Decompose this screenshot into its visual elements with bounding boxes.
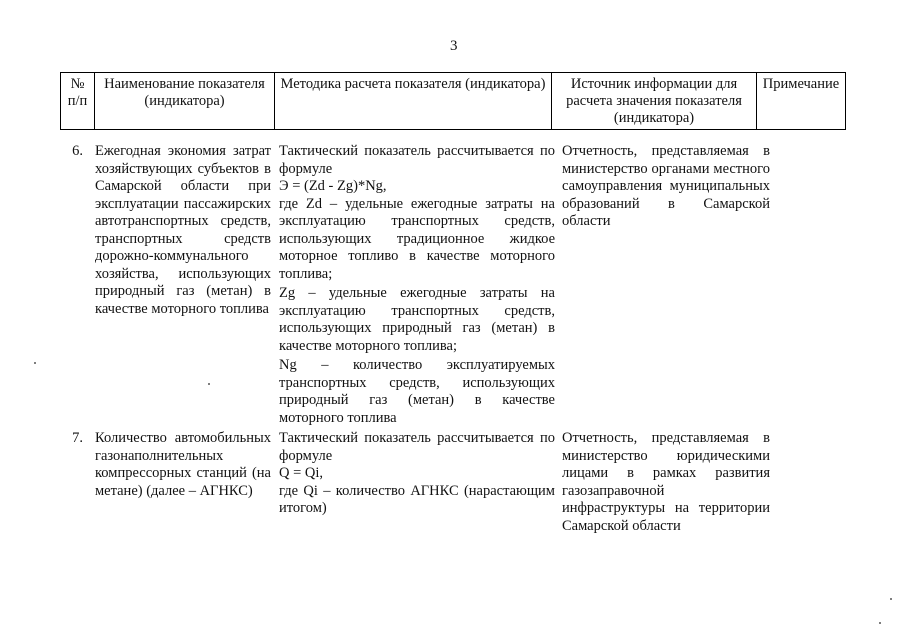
formula: Э = (Zd - Zg)*Ng, (279, 178, 387, 194)
source-info: Отчетность, представляемая в министерство органами местного самоуправления муниципальных образований в Самарской области (562, 143, 770, 229)
page-number: 3 (450, 38, 458, 54)
row-number: 6. (72, 143, 83, 159)
method-qi: где Qi – количество АГНКС (нарастающим итогом) (279, 482, 555, 516)
method-zd: где Zd – удельные ежегодные затраты на эксплуатацию транспортных средств, использующих традиционное жидкое моторное топливо в качестве моторного топлива; (279, 195, 555, 282)
scan-speck (208, 383, 210, 385)
table-row (0, 143, 905, 426)
scan-speck (879, 622, 881, 624)
method-ng: Ng – количество эксплуатируемых транспортных средств, использующих природный газ (метан) в качестве моторного топлива (279, 357, 555, 426)
header-note: Примечание (757, 73, 846, 130)
header-source: Источник информации для расчета значения показателя (индикатора) (552, 73, 757, 130)
formula: Q = Qi, (279, 465, 324, 481)
method-intro: Тактический показатель рассчитывается по формуле (279, 143, 555, 177)
indicator-name: Количество автомобильных газонаполнительных компрессорных станций (на метане) (далее – АГНКС) (95, 430, 271, 499)
table-header (60, 72, 846, 130)
header-name: Наименование показателя (индикатора) (95, 73, 275, 130)
method-description (279, 430, 555, 518)
header-num: № п/п (61, 73, 95, 130)
header-method: Методика расчета показателя (индикатора) (275, 73, 552, 130)
indicator-name: Ежегодная экономия затрат хозяйствующих субъектов в Самарской области при эксплуатации пассажирских автотранспортных средств, транспортных средств дорожно-коммунального хозяйства, использующих природный газ (метан) в качестве моторного топлива (95, 143, 271, 317)
method-intro: Тактический показатель рассчитывается по формуле (279, 430, 555, 464)
method-description (279, 143, 555, 427)
scan-speck (890, 598, 892, 600)
source-info: Отчетность, представляемая в министерство юридическими лицами в рамках развития газозаправочной инфраструктуры на территории Самарской области (562, 430, 770, 534)
method-zg: Zg – удельные ежегодные затраты на эксплуатацию транспортных средств, использующих природный газ (метан) в качестве моторного топлива; (279, 285, 555, 354)
row-number: 7. (72, 430, 83, 446)
table-row (0, 430, 905, 550)
scan-speck (34, 362, 36, 364)
